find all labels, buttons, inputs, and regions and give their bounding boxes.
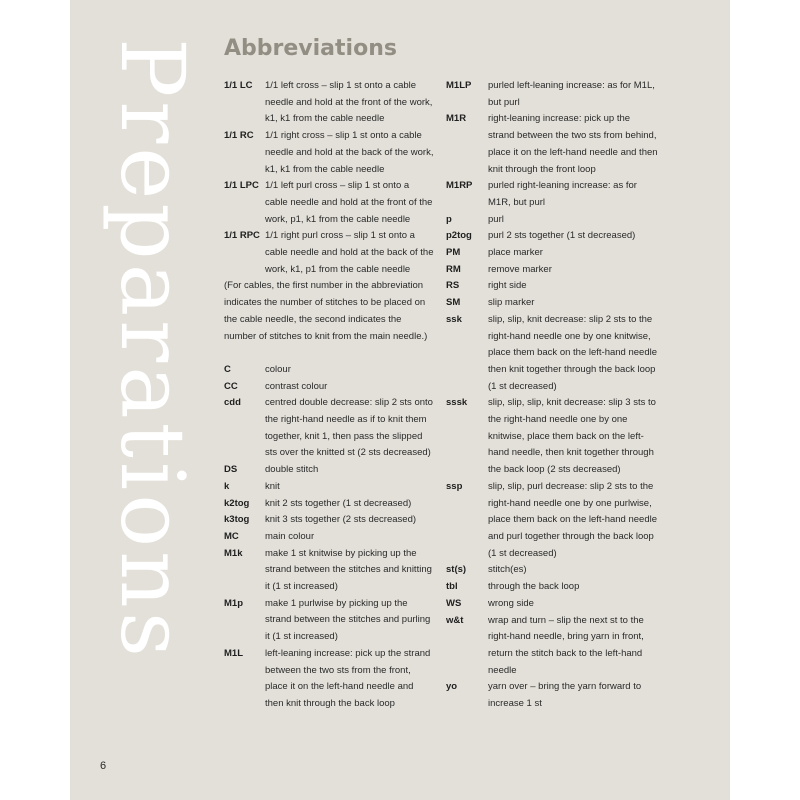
abbreviation-term: 1/1 LC [224,80,253,91]
abbreviation-definition: 1/1 right cross – slip 1 st onto a cable needle and hold at the back of the work, k1, k1 from the cable needle [265,130,434,175]
abbreviation-definition: knit [265,480,280,492]
cables-note: (For cables, the first number in the abbreviation indicates the number of stitches to be placed on the cable needle, the second indicates the number of stitches to knit from the main needle.) [224,280,428,342]
abbreviation-entry [446,78,658,111]
abbreviation-definition: purled right-leaning increase: as for M1R, but purl [488,180,637,208]
abbreviation-entry [446,613,658,680]
abbreviation-entry [446,679,658,712]
abbreviation-entry [224,546,434,596]
abbreviation-definition: stitch(es) [488,564,527,576]
abbreviation-definition: knit 2 sts together (1 st decreased) [265,497,412,509]
abbreviation-term: M1p [224,597,243,609]
left-column [224,78,434,713]
abbreviation-term: C [224,363,231,375]
abbreviation-entry [224,128,434,178]
abbreviation-term: 1/1 RC [224,130,254,142]
abbreviation-entry [224,596,434,646]
side-title-text: Preparations [101,38,204,662]
abbreviation-definition: main colour [265,530,315,542]
abbreviation-entry [224,462,434,479]
abbreviation-definition: centred double decrease: slip 2 sts onto the right-hand needle as if to knit them together, knit 1, then pass the slipped sts over the knitted st (2 sts decreased) [265,397,433,459]
abbreviation-definition: right side [488,280,527,292]
abbreviation-definition: wrong side [488,597,534,609]
abbreviation-definition: through the back loop [488,581,580,593]
abbreviation-term: 1/1 LPC [224,180,259,192]
abbreviation-entry [224,496,434,513]
abbreviation-term: MC [224,530,239,542]
abbreviation-entry [224,178,434,228]
abbreviation-term: p [446,213,452,225]
abbreviation-definition: make 1 purlwise by picking up the strand between the stitches and purling it (1 st increased) [265,597,431,643]
abbreviation-definition: purl 2 sts together (1 st decreased) [488,230,636,242]
abbreviation-definition: slip, slip, knit decrease: slip 2 sts to the right-hand needle one by one knitwise, place them back on the left-hand needle then knit together through the back loop (1 st decreased) [488,313,658,392]
abbreviation-term: RM [446,263,461,275]
abbreviation-term: M1LP [446,80,472,91]
abbreviation-entry [224,78,434,128]
abbreviation-definition: double stitch [265,464,319,476]
abbreviation-entry [224,646,434,713]
abbreviation-term: ssp [446,480,463,492]
abbreviation-term: DS [224,464,238,476]
abbreviation-definition: yarn over – bring the yarn forward to increase 1 st [488,681,642,710]
abbreviation-definition: knit 3 sts together (2 sts decreased) [265,514,417,526]
page-number: 6 [100,760,107,772]
right-terms-list [446,78,658,713]
abbreviation-term: M1R [446,113,467,125]
abbreviation-term: M1k [224,547,243,559]
abbreviation-entry [446,262,658,279]
abbreviation-term: p2tog [446,230,472,242]
abbreviation-term: RS [446,280,460,292]
abbreviation-term: WS [446,597,462,609]
abbreviation-term: tbl [446,581,458,593]
abbreviation-definition: 1/1 right purl cross – slip 1 st onto a cable needle and hold at the back of the work, k1, p1 from the cable needle [265,230,434,275]
abbreviation-term: sssk [446,397,468,409]
abbreviation-term: M1L [224,647,243,659]
abbreviation-definition: purl [488,213,504,225]
cables-list [224,78,434,278]
abbreviation-entry [224,379,434,396]
abbreviation-definition: left-leaning increase: pick up the strand between the two sts from the front, place it on the left-hand needle and then knit through the back loop [265,647,431,709]
abbreviation-entry [446,562,658,579]
abbreviation-term: k2tog [224,497,250,509]
abbreviation-entry [446,178,658,211]
abbreviation-term: cdd [224,397,241,409]
abbreviation-term: PM [446,247,461,259]
right-column [446,78,658,713]
abbreviation-entry [224,479,434,496]
abbreviation-entry [446,312,658,396]
abbreviation-term: 1/1 RPC [224,230,260,242]
abbreviation-definition: right-leaning increase: pick up the strand between the two sts from behind, place it on the left-hand needle and then knit through the front loop [488,113,658,175]
abbreviation-entry [446,579,658,596]
abbreviation-entry [446,479,658,563]
abbreviation-definition: contrast colour [265,380,328,392]
abbreviation-entry [224,362,434,379]
abbreviation-entry [446,111,658,178]
abbreviation-entry [224,395,434,462]
abbreviation-term: SM [446,297,461,309]
abbreviation-definition: 1/1 left purl cross – slip 1 st onto a cable needle and hold at the front of the work, p1, k1 from the cable needle [265,180,433,225]
page-heading: Abbreviations [224,36,397,61]
abbreviation-entry [446,278,658,295]
abbreviation-term: ssk [446,313,462,325]
left-terms-list [224,362,434,713]
abbreviation-entry [446,395,658,479]
abbreviation-definition: slip, slip, slip, knit decrease: slip 3 sts to the right-hand needle one by one knitwise, place them back on the left-hand needle, then knit together through the back loop (2 sts decreased) [488,397,656,476]
abbreviation-entry [224,529,434,546]
side-title [100,38,204,662]
abbreviation-entry [224,228,434,278]
abbreviation-definition: place marker [488,247,543,259]
abbreviation-definition: slip, slip, purl decrease: slip 2 sts to the right-hand needle one by one purlwise, place them back on the left-hand needle and purl together through the back loop (1 st decreased) [488,480,658,559]
abbreviation-definition: colour [265,363,291,375]
abbreviation-term: yo [446,681,458,693]
spacer [224,345,434,362]
abbreviation-entry [446,596,658,613]
abbreviation-definition: remove marker [488,263,552,275]
abbreviation-entry [224,512,434,529]
abbreviation-entry [446,295,658,312]
abbreviation-term: w&t [446,614,464,626]
abbreviation-term: st(s) [446,564,467,576]
abbreviation-entry [446,245,658,262]
abbreviation-term: k3tog [224,514,250,526]
abbreviation-definition: 1/1 left cross – slip 1 st onto a cable needle and hold at the front of the work, k1, k1 from the cable needle [265,80,433,125]
abbreviation-entry [446,212,658,229]
abbreviation-entry [446,228,658,245]
abbreviation-definition: wrap and turn – slip the next st to the right-hand needle, bring yarn in front, return the stitch back to the left-hand needle [488,614,644,676]
abbreviation-definition: slip marker [488,297,535,309]
abbreviation-term: CC [224,380,238,392]
abbreviation-term: M1RP [446,180,473,192]
abbreviation-term: k [224,480,230,492]
abbreviation-definition: make 1 st knitwise by picking up the strand between the stitches and knitting it (1 st increased) [265,547,432,593]
abbreviation-definition: purled left-leaning increase: as for M1L, but purl [488,80,655,108]
